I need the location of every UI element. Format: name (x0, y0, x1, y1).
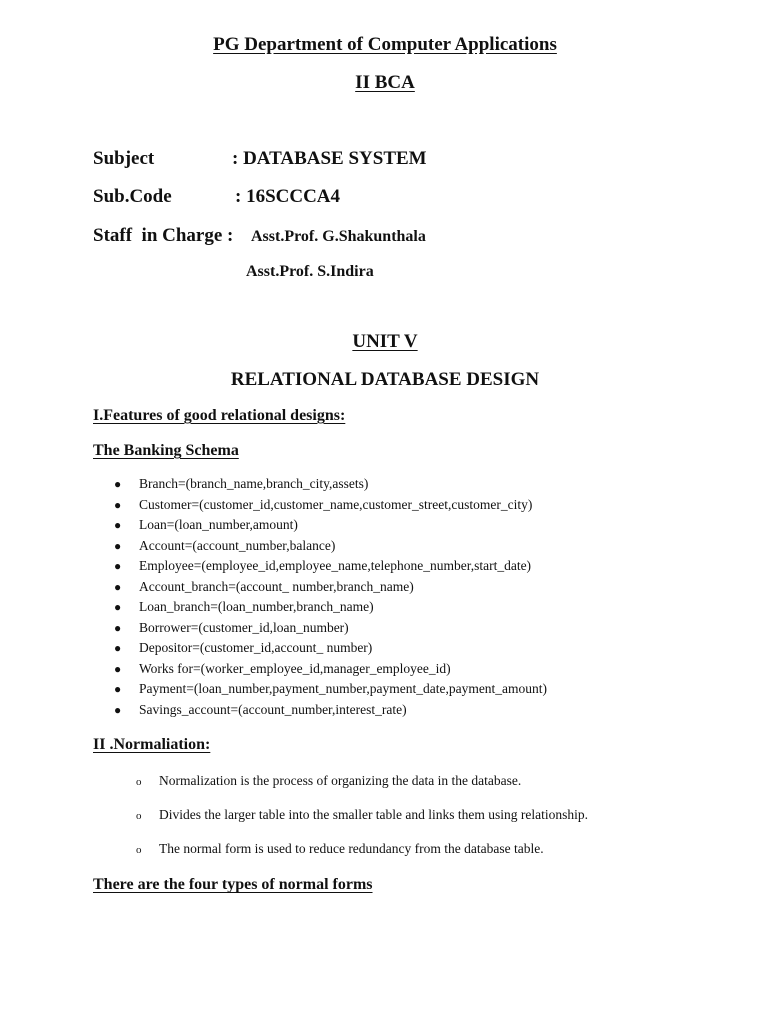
bullet-icon: ● (114, 477, 122, 491)
staff-name-1: Asst.Prof. G.Shakunthala (251, 228, 426, 245)
list-item: o Divides the larger table into the smaller table and links them using relationship. (134, 805, 588, 839)
bullet-icon: ● (114, 518, 122, 532)
unit-title: UNIT V (352, 331, 418, 352)
list-item: ● Borrower=(customer_id,loan_number) (114, 618, 547, 639)
staff-name-2: Asst.Prof. S.Indira (246, 263, 374, 280)
bullet-icon: ● (114, 538, 122, 553)
list-item: o Normalization is the process of organizing the data in the database. (134, 771, 588, 805)
bullet-icon: ● (114, 641, 122, 655)
list-item: ● Loan=(loan_number,amount) (114, 515, 547, 536)
list-item: ● Depositor=(customer_id,account_ number) (114, 638, 547, 659)
subject-label: Subject (93, 148, 155, 169)
circle-bullet-icon: o (136, 810, 142, 822)
normalization-list (134, 771, 588, 873)
list-item: ● Customer=(customer_id,customer_name,customer_street,customer_city) (114, 495, 547, 516)
subcode-value: : 16SCCCA4 (235, 186, 341, 207)
list-item: ● Works for=(worker_employee_id,manager_employee_id) (114, 659, 547, 680)
class-title: II BCA (355, 72, 415, 93)
bullet-icon: ● (114, 579, 122, 594)
bullet-icon: ● (114, 497, 122, 512)
list-item: ● Account=(account_number,balance) (114, 536, 547, 557)
unit-subtitle: RELATIONAL DATABASE DESIGN (230, 369, 540, 390)
bullet-icon: ● (114, 682, 122, 696)
banking-schema-list (114, 474, 547, 720)
section2-heading: II .Normaliation: (93, 736, 211, 753)
list-item: ● Payment=(loan_number,payment_number,payment_date,payment_amount) (114, 679, 547, 700)
banking-schema-heading: The Banking Schema (93, 442, 239, 459)
circle-bullet-icon: o (136, 844, 142, 856)
normal-forms-heading: There are the four types of normal forms (93, 876, 373, 893)
subject-value: : DATABASE SYSTEM (232, 148, 427, 169)
list-item: ● Account_branch=(account_ number,branch_name) (114, 577, 547, 598)
department-title: PG Department of Computer Applications (213, 34, 557, 55)
bullet-icon: ● (114, 600, 122, 614)
subcode-label: Sub.Code (93, 186, 172, 207)
list-item: ● Savings_account=(account_number,interest_rate) (114, 700, 547, 721)
bullet-icon: ● (114, 661, 122, 676)
bullet-icon: ● (114, 559, 122, 573)
bullet-icon: ● (114, 620, 122, 635)
list-item: o The normal form is used to reduce redundancy from the database table. (134, 839, 588, 873)
circle-bullet-icon: o (136, 776, 142, 788)
list-item: ● Branch=(branch_name,branch_city,assets) (114, 474, 547, 495)
list-item: ● Employee=(employee_id,employee_name,telephone_number,start_date) (114, 556, 547, 577)
section1-heading: I.Features of good relational designs: (93, 407, 346, 424)
list-item: ● Loan_branch=(loan_number,branch_name) (114, 597, 547, 618)
staff-label: Staff in Charge : (93, 225, 234, 246)
bullet-icon: ● (114, 702, 122, 717)
